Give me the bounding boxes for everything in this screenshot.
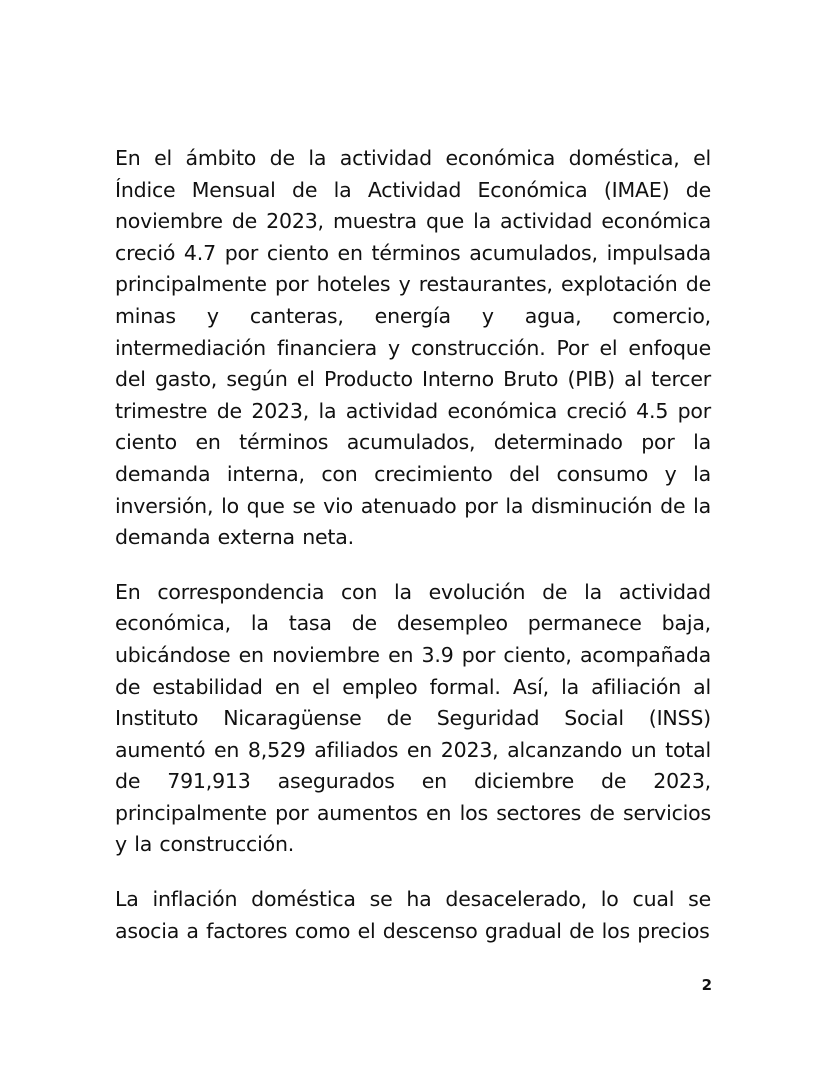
document-body — [115, 143, 711, 970]
paragraph-inflacion: La inflación doméstica se ha desacelerado, lo cual se asocia a factores como el descenso gradual de los precios — [115, 887, 711, 943]
paragraph-imae-actividad: En el ámbito de la actividad económica doméstica, el Índice Mensual de la Actividad Económica (IMAE) de noviembre de 2023, muestra que la actividad económica creció 4.7 por ciento en términos acumulados, impulsada principalmente por hoteles y restaurantes, explotación de minas y canteras, energía y agua, comercio, intermediación financiera y construcción. Por el enfoque del gasto, según el Producto Interno Bruto (PIB) al tercer trimestre de 2023, la actividad económica creció 4.5 por ciento en términos acumulados, determinado por la demanda interna, con crecimiento del consumo y la inversión, lo que se vio atenuado por la disminución de la demanda externa neta. — [115, 146, 711, 550]
page-number: 2 — [701, 976, 712, 994]
paragraph-desempleo-inss: En correspondencia con la evolución de la actividad económica, la tasa de desempleo permanece baja, ubicándose en noviembre en 3.9 por ciento, acompañada de estabilidad en el empleo formal. Así, la afiliación al Instituto Nicaragüense de Seguridad Social (INSS) aumentó en 8,529 afiliados en 2023, alcanzando un total de 791,913 asegurados en diciembre de 2023, principalmente por aumentos en los sectores de servicios y la construcción. — [115, 579, 711, 857]
